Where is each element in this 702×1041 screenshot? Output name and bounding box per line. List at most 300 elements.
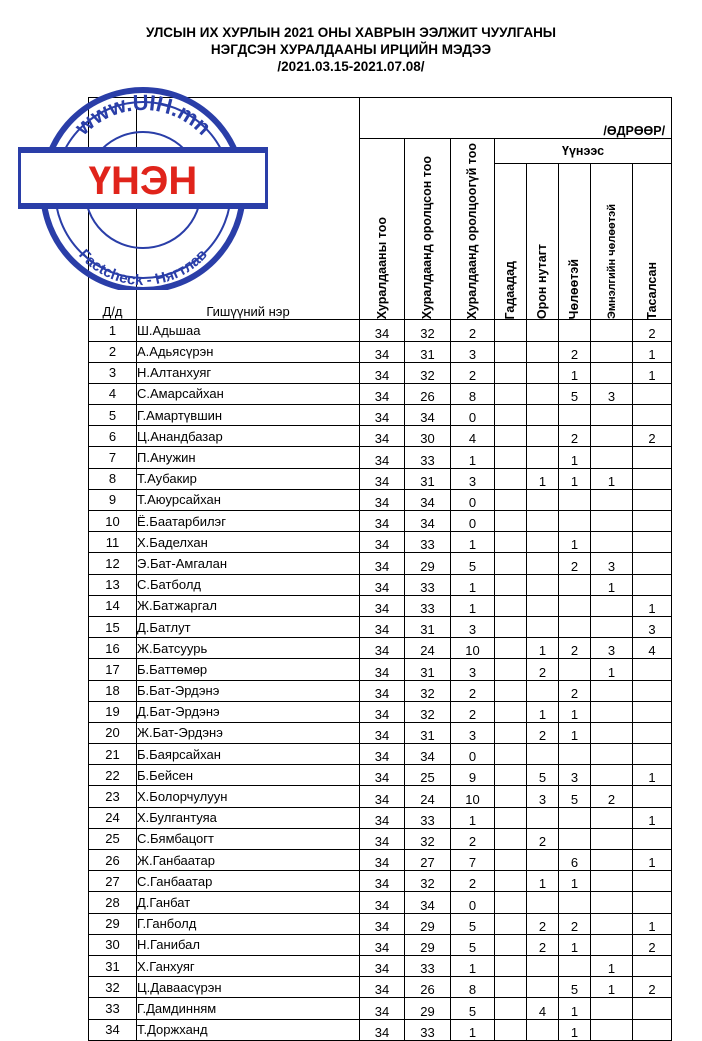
table-cell <box>633 786 672 807</box>
table-cell <box>633 553 672 574</box>
header-sick-leave <box>591 164 633 320</box>
table-cell <box>527 955 559 976</box>
member-name: Ж.Ганбаатар <box>137 850 360 871</box>
row-number: 29 <box>89 913 137 934</box>
member-name: Г.Ганболд <box>137 913 360 934</box>
table-cell <box>495 426 527 447</box>
table-cell: 10 <box>451 786 495 807</box>
table-cell: 32 <box>405 701 451 722</box>
table-cell: 5 <box>451 934 495 955</box>
table-cell: 5 <box>559 977 591 998</box>
table-cell: 34 <box>360 574 405 595</box>
table-cell <box>559 489 591 510</box>
member-name: Х.Баделхан <box>137 532 360 553</box>
table-row <box>89 786 672 807</box>
table-cell <box>527 850 559 871</box>
table-cell <box>559 595 591 616</box>
table-cell: 0 <box>451 892 495 913</box>
table-cell: 1 <box>451 807 495 828</box>
member-name: Э.Бат-Амгалан <box>137 553 360 574</box>
table-cell: 1 <box>451 574 495 595</box>
table-cell <box>591 405 633 426</box>
table-cell <box>559 955 591 976</box>
table-cell <box>495 489 527 510</box>
table-cell: 1 <box>451 532 495 553</box>
table-row <box>89 616 672 637</box>
member-name: Ё.Баатарбилэг <box>137 511 360 532</box>
table-cell: 1 <box>559 468 591 489</box>
table-cell: 3 <box>451 722 495 743</box>
table-cell <box>495 955 527 976</box>
row-number: 12 <box>89 553 137 574</box>
table-cell <box>633 489 672 510</box>
table-cell: 2 <box>559 680 591 701</box>
table-cell: 1 <box>591 659 633 680</box>
table-cell <box>527 426 559 447</box>
table-cell: 1 <box>559 1019 591 1040</box>
table-cell <box>559 616 591 637</box>
row-number: 28 <box>89 892 137 913</box>
table-cell: 33 <box>405 447 451 468</box>
header-abroad <box>495 164 527 320</box>
table-cell: 31 <box>405 659 451 680</box>
row-number: 30 <box>89 934 137 955</box>
table-row <box>89 362 672 383</box>
table-cell <box>591 701 633 722</box>
table-cell <box>527 574 559 595</box>
member-name: Б.Бат-Эрдэнэ <box>137 680 360 701</box>
table-row <box>89 426 672 447</box>
row-number: 5 <box>89 405 137 426</box>
table-cell <box>591 511 633 532</box>
table-cell: 1 <box>527 701 559 722</box>
table-cell <box>559 807 591 828</box>
table-cell: 1 <box>633 850 672 871</box>
table-cell <box>527 320 559 341</box>
table-cell <box>495 383 527 404</box>
table-cell <box>495 892 527 913</box>
table-cell: 2 <box>633 977 672 998</box>
table-cell: 34 <box>360 468 405 489</box>
table-cell <box>527 362 559 383</box>
member-name: Т.Доржханд <box>137 1019 360 1040</box>
table-cell: 2 <box>451 828 495 849</box>
table-row <box>89 638 672 659</box>
table-cell: 34 <box>360 977 405 998</box>
table-cell <box>495 977 527 998</box>
table-cell: 9 <box>451 765 495 786</box>
table-cell: 5 <box>451 553 495 574</box>
table-cell: 1 <box>451 955 495 976</box>
member-name: Ш.Адьшаа <box>137 320 360 341</box>
member-name: Б.Баярсайхан <box>137 744 360 765</box>
table-row <box>89 977 672 998</box>
table-cell <box>591 828 633 849</box>
table-cell: 34 <box>360 892 405 913</box>
table-cell: 34 <box>360 320 405 341</box>
row-number: 31 <box>89 955 137 976</box>
table-cell: 31 <box>405 341 451 362</box>
table-cell: 2 <box>633 426 672 447</box>
table-cell <box>527 595 559 616</box>
table-cell: 4 <box>633 638 672 659</box>
table-cell <box>591 680 633 701</box>
row-number: 11 <box>89 532 137 553</box>
row-number: 32 <box>89 977 137 998</box>
table-cell: 1 <box>591 955 633 976</box>
table-cell <box>495 680 527 701</box>
table-cell <box>591 913 633 934</box>
table-cell: 2 <box>527 934 559 955</box>
member-name: Г.Амартүвшин <box>137 405 360 426</box>
table-cell: 1 <box>527 638 559 659</box>
table-cell: 0 <box>451 489 495 510</box>
table-cell: 34 <box>360 680 405 701</box>
table-cell: 3 <box>591 638 633 659</box>
row-number: 33 <box>89 998 137 1019</box>
table-row <box>89 341 672 362</box>
table-cell: 26 <box>405 383 451 404</box>
table-row <box>89 722 672 743</box>
row-number: 10 <box>89 511 137 532</box>
table-cell: 32 <box>405 320 451 341</box>
table-cell: 2 <box>527 913 559 934</box>
table-row <box>89 532 672 553</box>
table-cell <box>559 574 591 595</box>
table-cell <box>527 341 559 362</box>
table-cell <box>495 807 527 828</box>
table-cell <box>633 828 672 849</box>
table-cell: 2 <box>451 320 495 341</box>
table-cell <box>495 701 527 722</box>
table-cell <box>633 383 672 404</box>
table-cell <box>495 998 527 1019</box>
table-cell <box>527 553 559 574</box>
table-cell: 31 <box>405 616 451 637</box>
member-name: Д.Батлут <box>137 616 360 637</box>
table-cell: 34 <box>360 828 405 849</box>
table-cell <box>527 447 559 468</box>
member-name: Ц.Анандбазар <box>137 426 360 447</box>
table-cell: 32 <box>405 828 451 849</box>
member-name: Т.Аюурсайхан <box>137 489 360 510</box>
table-cell <box>527 807 559 828</box>
table-cell <box>495 341 527 362</box>
table-cell <box>559 405 591 426</box>
table-cell: 3 <box>559 765 591 786</box>
table-cell: 34 <box>360 955 405 976</box>
table-cell: 8 <box>451 383 495 404</box>
row-number: 14 <box>89 595 137 616</box>
table-cell: 34 <box>360 405 405 426</box>
table-cell <box>559 659 591 680</box>
table-cell: 34 <box>360 659 405 680</box>
table-cell <box>495 913 527 934</box>
table-cell <box>527 511 559 532</box>
table-row <box>89 955 672 976</box>
row-number: 7 <box>89 447 137 468</box>
table-cell: 1 <box>559 998 591 1019</box>
table-cell <box>495 595 527 616</box>
table-cell <box>633 892 672 913</box>
table-cell: 34 <box>360 489 405 510</box>
header-reason-group: Үүнээс <box>495 139 672 164</box>
header-text: Хуралдааны тоо <box>374 217 389 320</box>
row-number: 9 <box>89 489 137 510</box>
table-cell: 33 <box>405 1019 451 1040</box>
table-cell <box>591 765 633 786</box>
row-number: 2 <box>89 341 137 362</box>
table-cell: 2 <box>527 659 559 680</box>
table-cell <box>495 1019 527 1040</box>
table-cell <box>633 998 672 1019</box>
table-cell <box>591 489 633 510</box>
table-cell <box>527 489 559 510</box>
table-cell: 34 <box>360 616 405 637</box>
table-cell <box>495 574 527 595</box>
row-number: 24 <box>89 807 137 828</box>
table-cell: 5 <box>527 765 559 786</box>
table-cell <box>527 383 559 404</box>
table-cell: 5 <box>451 998 495 1019</box>
row-number: 3 <box>89 362 137 383</box>
table-cell: 10 <box>451 638 495 659</box>
table-cell <box>495 616 527 637</box>
table-cell: 1 <box>451 447 495 468</box>
header-number-label: Д/д <box>102 304 123 320</box>
table-cell <box>591 447 633 468</box>
header-sessions-missed <box>451 139 495 320</box>
table-cell <box>633 722 672 743</box>
table-cell: 1 <box>591 574 633 595</box>
table-cell: 1 <box>633 362 672 383</box>
table-cell: 2 <box>527 828 559 849</box>
table-cell: 2 <box>559 638 591 659</box>
table-cell: 33 <box>405 532 451 553</box>
table-cell <box>527 532 559 553</box>
table-cell <box>527 616 559 637</box>
table-cell: 34 <box>360 1019 405 1040</box>
table-cell: 1 <box>559 871 591 892</box>
table-cell <box>591 871 633 892</box>
table-cell: 34 <box>405 511 451 532</box>
table-row <box>89 850 672 871</box>
table-cell: 29 <box>405 553 451 574</box>
table-cell: 1 <box>633 341 672 362</box>
member-name: С.Ганбаатар <box>137 871 360 892</box>
table-cell <box>591 892 633 913</box>
header-sessions-total <box>360 139 405 320</box>
table-row <box>89 489 672 510</box>
table-cell: 34 <box>405 489 451 510</box>
member-name: Н.Ганибал <box>137 934 360 955</box>
row-number: 18 <box>89 680 137 701</box>
table-cell: 34 <box>360 638 405 659</box>
header-text: Тасалсан <box>644 261 659 320</box>
table-cell <box>591 320 633 341</box>
table-cell: 29 <box>405 998 451 1019</box>
table-row <box>89 447 672 468</box>
row-number: 6 <box>89 426 137 447</box>
table-row <box>89 383 672 404</box>
table-cell: 2 <box>451 680 495 701</box>
table-cell: 2 <box>633 934 672 955</box>
table-cell: 5 <box>559 786 591 807</box>
table-cell <box>633 405 672 426</box>
member-name: С.Амарсайхан <box>137 383 360 404</box>
table-row <box>89 892 672 913</box>
table-cell: 1 <box>559 362 591 383</box>
table-cell: 26 <box>405 977 451 998</box>
table-row <box>89 744 672 765</box>
document-date-range: /2021.03.15-2021.07.08/ <box>277 59 425 74</box>
row-number: 25 <box>89 828 137 849</box>
member-name: Т.Аубакир <box>137 468 360 489</box>
table-cell: 2 <box>633 320 672 341</box>
table-cell <box>495 786 527 807</box>
table-cell: 34 <box>405 744 451 765</box>
table-cell <box>495 934 527 955</box>
row-number: 19 <box>89 701 137 722</box>
table-cell: 30 <box>405 426 451 447</box>
table-cell: 34 <box>360 934 405 955</box>
table-cell: 2 <box>451 362 495 383</box>
table-cell <box>527 1019 559 1040</box>
table-row <box>89 913 672 934</box>
table-cell <box>591 616 633 637</box>
table-cell: 34 <box>360 744 405 765</box>
table-cell: 1 <box>559 934 591 955</box>
row-number: 23 <box>89 786 137 807</box>
table-cell: 7 <box>451 850 495 871</box>
table-cell: 2 <box>559 913 591 934</box>
table-cell <box>495 638 527 659</box>
table-cell: 4 <box>527 998 559 1019</box>
table-cell: 2 <box>559 341 591 362</box>
table-cell: 34 <box>360 701 405 722</box>
table-cell <box>591 1019 633 1040</box>
table-cell <box>591 341 633 362</box>
table-cell: 2 <box>559 553 591 574</box>
table-cell <box>559 744 591 765</box>
table-cell: 5 <box>451 913 495 934</box>
table-cell: 3 <box>591 553 633 574</box>
table-cell <box>633 511 672 532</box>
table-cell <box>591 532 633 553</box>
table-cell: 34 <box>405 892 451 913</box>
member-name: Г.Дамдинням <box>137 998 360 1019</box>
table-cell: 34 <box>360 786 405 807</box>
table-cell: 32 <box>405 871 451 892</box>
table-cell: 0 <box>451 744 495 765</box>
table-cell <box>495 532 527 553</box>
table-cell <box>559 892 591 913</box>
table-cell <box>495 320 527 341</box>
member-name: С.Бямбацогт <box>137 828 360 849</box>
table-cell: 34 <box>360 532 405 553</box>
table-cell: 3 <box>591 383 633 404</box>
header-member-name-label: Гишүүний нэр <box>206 304 290 320</box>
header-text: Эмнэлгийн чөлөөтэй <box>605 204 618 320</box>
table-cell <box>495 362 527 383</box>
table-row <box>89 1019 672 1040</box>
table-cell: 1 <box>559 722 591 743</box>
stamp-url-text: www.UIH.mn <box>69 89 217 140</box>
member-name: Б.Бейсен <box>137 765 360 786</box>
table-row <box>89 828 672 849</box>
table-cell: 3 <box>451 341 495 362</box>
table-cell <box>633 532 672 553</box>
header-sessions-attended <box>405 139 451 320</box>
table-cell <box>495 722 527 743</box>
member-name: Х.Ганхуяг <box>137 955 360 976</box>
table-cell: 34 <box>360 426 405 447</box>
table-cell: 3 <box>451 468 495 489</box>
row-number: 27 <box>89 871 137 892</box>
table-cell: 34 <box>405 405 451 426</box>
table-cell: 1 <box>633 595 672 616</box>
row-number: 34 <box>89 1019 137 1040</box>
table-cell <box>495 659 527 680</box>
table-row <box>89 765 672 786</box>
table-cell: 3 <box>633 616 672 637</box>
table-cell <box>591 998 633 1019</box>
table-cell: 3 <box>527 786 559 807</box>
member-name: Х.Булгантуяа <box>137 807 360 828</box>
table-cell: 31 <box>405 722 451 743</box>
table-cell: 1 <box>527 871 559 892</box>
table-cell: 1 <box>559 701 591 722</box>
fact-check-stamp <box>18 60 268 290</box>
table-cell: 33 <box>405 574 451 595</box>
table-cell: 34 <box>360 722 405 743</box>
table-cell <box>633 744 672 765</box>
stamp-word: ҮНЭН <box>88 159 198 203</box>
table-row <box>89 998 672 1019</box>
table-cell: 34 <box>360 383 405 404</box>
table-cell: 34 <box>360 595 405 616</box>
table-cell <box>527 892 559 913</box>
table-cell: 34 <box>360 850 405 871</box>
table-cell: 34 <box>360 511 405 532</box>
row-number: 1 <box>89 320 137 341</box>
table-cell: 3 <box>451 659 495 680</box>
table-row <box>89 574 672 595</box>
table-cell: 1 <box>633 807 672 828</box>
header-text: Чөлөөтэй <box>567 258 581 320</box>
table-cell <box>633 468 672 489</box>
table-cell: 3 <box>451 616 495 637</box>
table-cell: 0 <box>451 511 495 532</box>
table-cell <box>495 765 527 786</box>
table-cell: 34 <box>360 807 405 828</box>
member-name: Б.Баттөмөр <box>137 659 360 680</box>
table-cell <box>633 1019 672 1040</box>
row-number: 8 <box>89 468 137 489</box>
table-cell: 4 <box>451 426 495 447</box>
table-cell: 29 <box>405 913 451 934</box>
table-cell <box>495 871 527 892</box>
table-cell <box>591 362 633 383</box>
table-cell: 2 <box>591 786 633 807</box>
document-title-line2: НЭГДСЭН ХУРАЛДААНЫ ИРЦИЙН МЭДЭЭ <box>210 42 492 57</box>
table-row <box>89 659 672 680</box>
member-name: А.Адьясүрэн <box>137 341 360 362</box>
table-cell <box>591 426 633 447</box>
table-row <box>89 320 672 341</box>
table-cell <box>495 447 527 468</box>
member-name: Н.Алтанхуяг <box>137 362 360 383</box>
